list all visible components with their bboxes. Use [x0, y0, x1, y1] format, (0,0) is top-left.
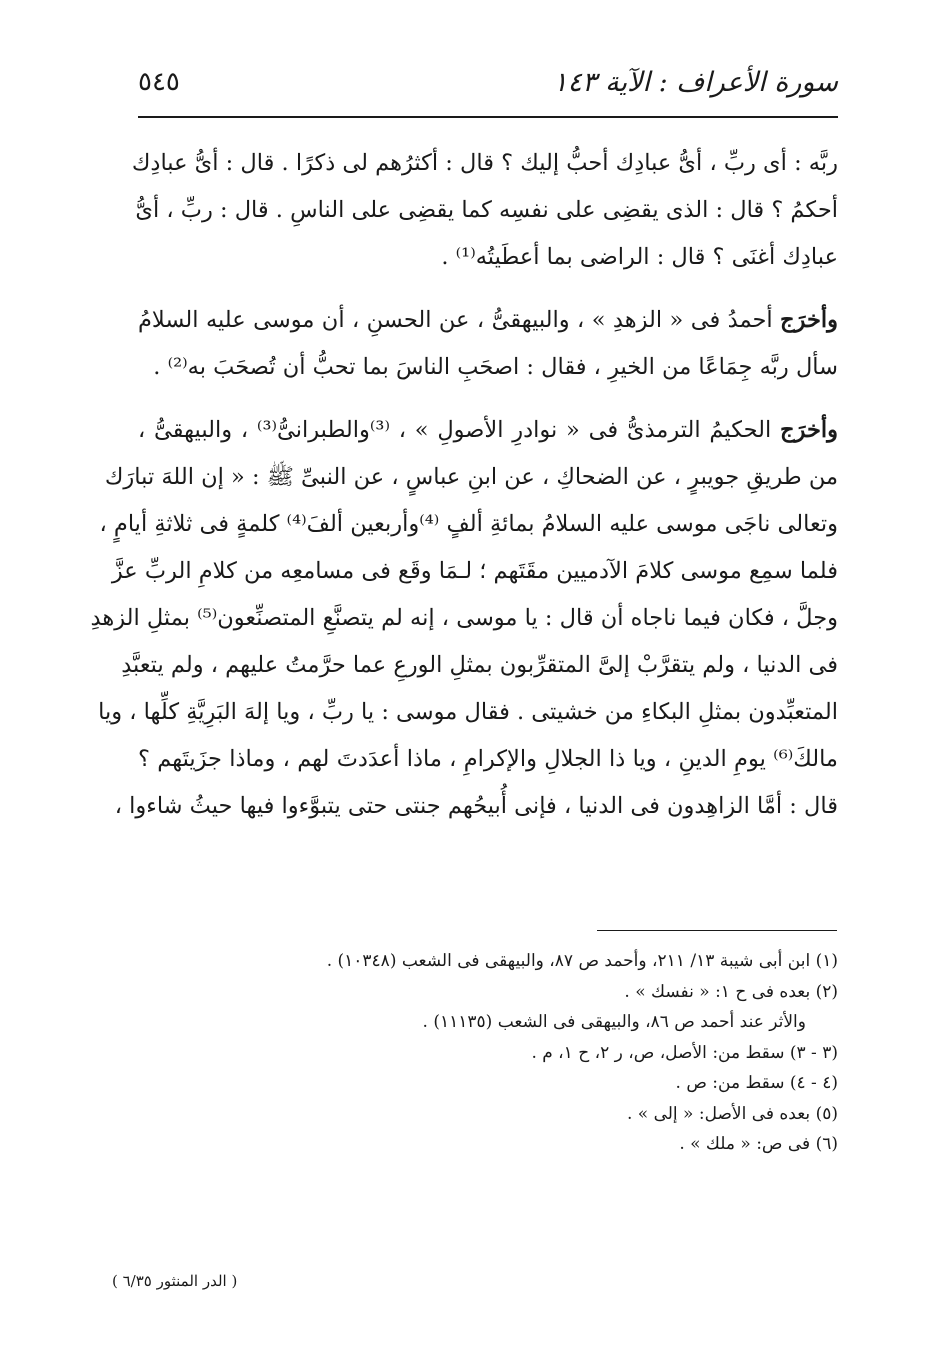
- text-line: من طريقِ جويبرٍ ، عن الضحاكِ ، عن ابنِ عباسٍ ، عن النبىِّ ﷺ : « إن اللهَ تبارَك: [104, 464, 838, 490]
- footnote: والأثر عند أحمد ص ٨٦، والبيهقى فى الشعب (١١١٣٥) .: [422, 1012, 806, 1032]
- page-number: ٥٤٥: [138, 67, 180, 97]
- text-line: وتعالى ناجَى موسى عليه السلامُ بمائةِ ألفٍ ⁽⁴⁾وأربعين ألفَ⁽⁴⁾ كلمةٍ فى ثلاثةِ أيامٍ ،: [99, 511, 838, 537]
- main-text: [90, 140, 838, 830]
- text-line: فى الدنيا ، ولم يتقرَّبْ إلىَّ المتقرِّبون بمثلِ الورعِ عما حرَّمتُ عليهم ، ولم يتعبَّدِ: [121, 652, 838, 678]
- text-line: عبادِك أغنَى ؟ قال : الراضى بما أعطَيتُه⁽¹⁾ .: [441, 244, 838, 270]
- footnote: (٤ - ٤) سقط من: ص .: [675, 1073, 838, 1093]
- paragraph-lead-word: وأخرَج: [780, 417, 838, 443]
- text-line: وجلَّ ، فكان فيما ناجاه أن قال : يا موسى ، إنه لم يتصنَّعِ المتصنِّعون⁽⁵⁾ بمثلِ الزهدِ: [90, 605, 838, 631]
- text-line: ربَّه : أى ربِّ ، أىُّ عبادِك أحبُّ إليك ؟ قال : أكثرُهم لى ذكرًا . قال : أىُّ عبادِك: [131, 150, 838, 176]
- text-line-rest: الحكيمُ الترمذىُّ فى « نوادرِ الأصولِ » ، ⁽³⁾والطبرانىُّ⁽³⁾ ، والبيهقىُّ ،: [138, 417, 781, 443]
- footnote: (٥) بعده فى الأصل: « إلى » .: [626, 1103, 838, 1124]
- running-header: [138, 62, 838, 102]
- paragraph-gap: [138, 391, 838, 407]
- text-line: أحكمُ ؟ قال : الذى يقضِى على نفسِه كما يقضِى على الناسِ . قال : ربِّ ، أىُّ: [135, 197, 838, 223]
- text-line: [138, 407, 838, 454]
- text-line: قال : أمَّا الزاهِدون فى الدنيا ، فإنى أُبيحُهم جنتى حتى يتبوَّءوا فيها حيثُ شاءوا ،: [114, 793, 838, 819]
- paragraph-gap: [138, 281, 838, 297]
- text-line: فلما سمِع موسى كلامَ الآدميين مقَتَهم ؛ لـمَا وقَع فى مسامعِه من كلامِ الربِّ عزَّ: [111, 558, 838, 584]
- header-title: سورة الأعراف : الآية ١٤٣: [553, 66, 838, 98]
- footnote: (٦) فى ص: « ملك » .: [679, 1134, 838, 1154]
- volume-signature: ( الدر المنثور ٦/٣٥ ): [112, 1272, 238, 1290]
- footnote: (٢) بعده فى ح ١: « نفسك » .: [624, 981, 838, 1002]
- footnotes: [138, 946, 838, 1160]
- paragraph-lead-word: وأخرَج: [780, 307, 838, 333]
- text-line: سأل ربَّه جِمَاعًا من الخيرِ ، فقال : اصحَبِ الناسَ بما تحبُّ أن تُصحَبَ به⁽²⁾ .: [153, 354, 838, 380]
- footnote: (١) ابن أبى شيبة ١٣/ ٢١١، وأحمد ص ٨٧، والبيهقى فى الشعب (١٠٣٤٨) .: [326, 951, 838, 971]
- text-line: [138, 297, 838, 344]
- footnote-divider: [597, 930, 837, 931]
- header-divider: [138, 116, 838, 118]
- text-line: المتعبِّدون بمثلِ البكاءِ من خشيتى . فقال موسى : يا ربِّ ، ويا إلهَ البَرِيَّةِ كلِّها ، ويا: [98, 699, 838, 725]
- footnote: (٣ - ٣) سقط من: الأصل، ص، ر ٢، ح ١، م .: [531, 1042, 838, 1063]
- text-line: مالكَ⁽⁶⁾ يومِ الدينِ ، ويا ذا الجلالِ والإكرامِ ، ماذا أعدَدتَ لهم ، وماذا جزَيتَهم ؟: [138, 746, 838, 772]
- text-line-rest: أحمدُ فى « الزهدِ » ، والبيهقىُّ ، عن الحسنِ ، أن موسى عليه السلامُ: [138, 307, 781, 333]
